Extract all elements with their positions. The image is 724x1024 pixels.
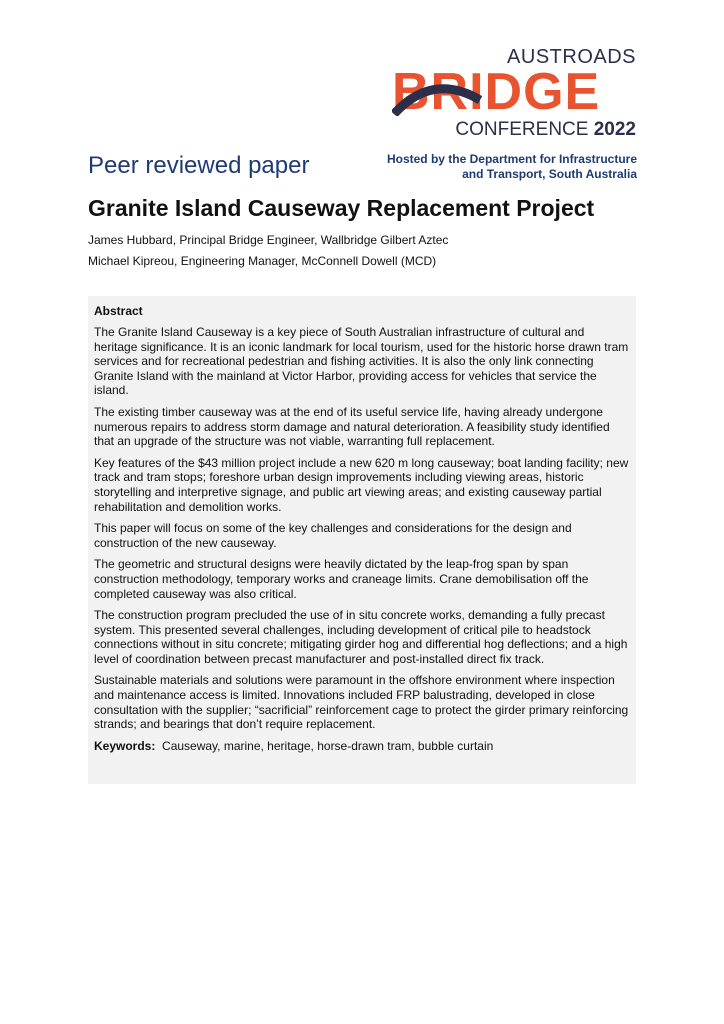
- abstract-paragraph-1: The Granite Island Causeway is a key piece of South Australian infrastructure of cultural and heritage significance. It is an iconic landmark for local tourism, used for the historic horse drawn tram services and for recreational pedestrian and fishing activities. It is also the only link connecting Granite Island with the mainland at Victor Harbor, providing access for vehicles that service the island.: [94, 325, 629, 398]
- hosted-line-2: and Transport, South Australia: [462, 167, 637, 181]
- logo-bridge-text: BRIDGE: [392, 63, 601, 121]
- logo-bridge-arch-icon: [392, 76, 482, 116]
- author-2: Michael Kipreou, Engineering Manager, McConnell Dowell (MCD): [88, 254, 437, 268]
- abstract-paragraph-2: The existing timber causeway was at the end of its useful service life, having already undergone numerous repairs to address storm damage and natural deterioration. A feasibility study identified that an upgrade of the structure was not viable, warranting full replacement.: [94, 404, 610, 449]
- logo-conference-year: 2022: [593, 119, 636, 140]
- abstract-paragraph-3: Key features of the $43 million project include a new 620 m long causeway; boat landing facility; new track and tram stops; foreshore urban design improvements including viewing areas, historic storytelling and interpretive signage, and public art viewing areas; and existing causeway partial rehabilitation and demolition works.: [94, 455, 629, 514]
- abstract-paragraph-6: The construction program precluded the use of in situ concrete works, demanding a fully precast system. This presented several challenges, including development of critical pile to headstock connections without in situ concrete; mitigating girder hog and differential hog deflections; and a high level of coordination between precast manufacturer and post-installed direct fix track.: [94, 608, 628, 666]
- logo-conference-text: [455, 119, 636, 141]
- logo-austroads-text: AUSTROADS: [507, 46, 636, 68]
- logo-conference-word: CONFERENCE: [455, 119, 589, 140]
- author-1: James Hubbard, Principal Bridge Engineer, Wallbridge Gilbert Aztec: [88, 233, 449, 247]
- conference-logo: [392, 46, 638, 142]
- keywords-label: Keywords:: [94, 738, 156, 753]
- abstract-section: [88, 296, 636, 784]
- abstract-paragraph-7: Sustainable materials and solutions were paramount in the offshore environment where inspection and maintenance access is limited. Innovations included FRP balustrading, developed in close consultation with the supplier; “sacrificial” reinforcement cage to protect the girder primary reinforcing strands; and bearings that don’t require replacement.: [94, 673, 629, 732]
- keywords: [94, 739, 630, 754]
- abstract-heading: Abstract: [94, 304, 143, 318]
- hosted-line-1: Hosted by the Department for Infrastructure: [386, 152, 637, 166]
- peer-reviewed-label: Peer reviewed paper: [88, 152, 310, 179]
- abstract-paragraph-5: The geometric and structural designs were heavily dictated by the leap-frog span by span construction methodology, temporary works and craneage limits. Crane demobilisation off the completed causeway was also critical.: [94, 557, 589, 601]
- hosted-by-text: [387, 152, 637, 182]
- abstract-paragraph-4: This paper will focus on some of the key challenges and considerations for the design and construction of the new causeway.: [94, 521, 572, 550]
- paper-title: Granite Island Causeway Replacement Project: [88, 195, 595, 221]
- keywords-list: Causeway, marine, heritage, horse-drawn tram, bubble curtain: [162, 738, 494, 753]
